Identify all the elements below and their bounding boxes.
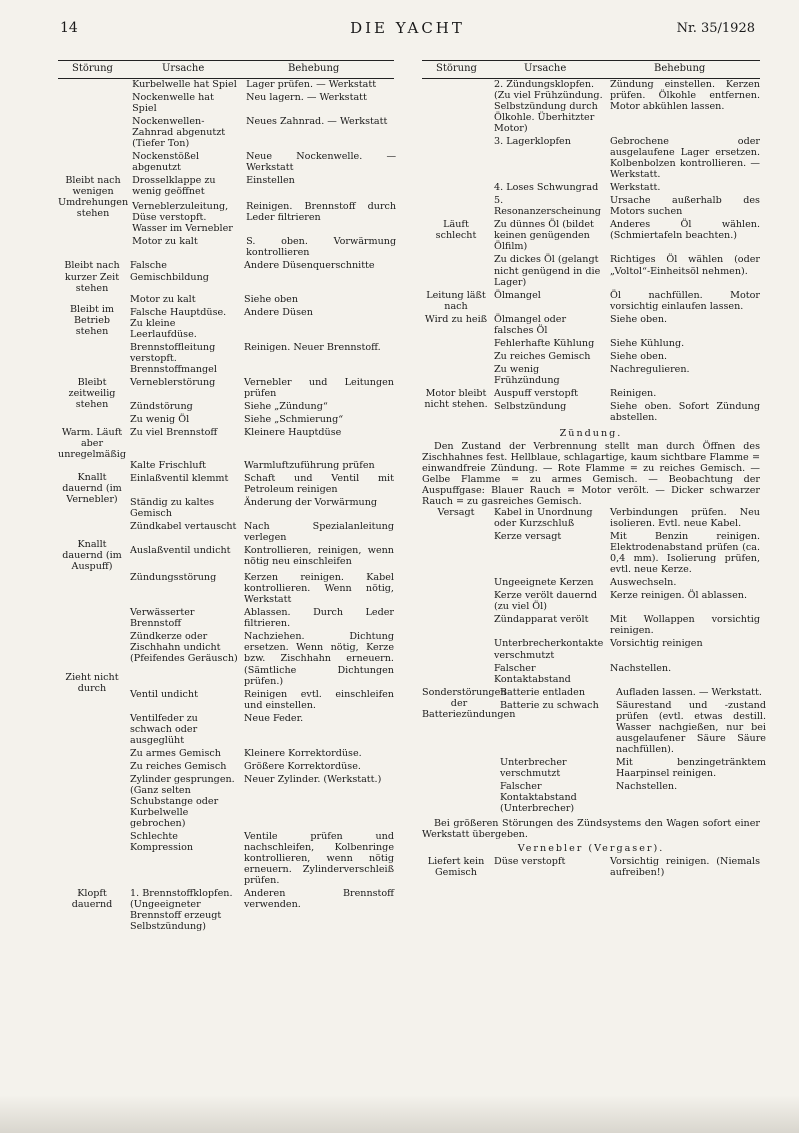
- symptom-cell: Motor bleibt nicht stehen.: [424, 387, 488, 410]
- cause-cell: Ölmangel: [494, 289, 541, 301]
- remedy-cell: Andere Düsenquerschnitte: [244, 260, 375, 272]
- remedy-cell: Verbindungen prüfen. Neu isolieren. Evtl. neue Kabel.: [610, 507, 760, 530]
- cause-cell: Zu viel Brennstoff: [130, 426, 218, 438]
- entries: [492, 219, 760, 289]
- table-row: [58, 377, 394, 427]
- table-row: [422, 856, 760, 880]
- remedy-cell: Lager prüfen. — Werkstatt: [246, 79, 377, 90]
- entry-row: [492, 590, 760, 612]
- symptom-cell: Leitung läßt nach: [426, 289, 486, 312]
- cause-cell: Falsche Hauptdüse. Zu kleine Leerlaufdüse.: [130, 306, 227, 340]
- remedy-cell: Richtiges Öl wählen (oder „Voltol“-Einheitsöl nehmen).: [610, 254, 760, 277]
- cause-cell: Ölmangel oder falsches Öl: [494, 313, 567, 336]
- remedy-cell: Neues Zahnrad. — Werkstatt: [246, 116, 388, 128]
- entry-row: [492, 338, 760, 349]
- entries: [130, 79, 396, 260]
- entry-row: [130, 116, 396, 149]
- remedy-cell: Reinigen. Neuer Brennstoff.: [244, 341, 381, 353]
- vernebler-table-body: [422, 856, 760, 880]
- cause-cell: Zündkerze oder Zischhahn undicht (Pfeifendes Geräusch): [130, 631, 238, 665]
- cause-cell: Motor zu kalt: [132, 236, 198, 248]
- cause-cell: Zylinder gesprungen. (Ganz selten Schubstange oder Kurbelwelle gebrochen): [130, 773, 235, 829]
- entry-row: [128, 473, 394, 495]
- header-ursache: Ursache: [524, 63, 567, 74]
- remedy-cell: Gebrochene oder ausgelaufene Lager ersetzen. Kolbenbolzen kontrollieren. — Werkstatt.: [610, 136, 760, 181]
- entries: [128, 294, 394, 377]
- remedy-cell: Nach Spezialanleitung verlegen: [244, 521, 394, 544]
- remedy-cell: Mit Wollappen vorsichtig reinigen.: [610, 614, 760, 637]
- entries: [128, 521, 394, 572]
- entry-row: [128, 774, 394, 829]
- cause-cell: Verneblerstörung: [130, 376, 216, 388]
- entry-row: [130, 236, 396, 258]
- cause-cell: Verwässerter Brennstoff: [130, 607, 195, 630]
- cause-cell: Kurbelwelle hat Spiel: [132, 79, 237, 90]
- symptom-cell: Warm. Läuft aber unregelmäßig: [58, 426, 126, 460]
- cause-cell: Nockenwellen-Zahnrad abgenutzt (Tiefer Ton): [132, 116, 226, 150]
- entry-row: [492, 364, 760, 386]
- entry-row: [128, 607, 394, 629]
- symptom-cell: Sonderstörungen der Batteriezündungen: [422, 686, 516, 720]
- symptom-cell: Versagt: [437, 507, 475, 519]
- entry-row: [128, 260, 394, 282]
- entry-row: [128, 460, 394, 471]
- cause-cell: 5. Resonanzerscheinung: [494, 195, 601, 218]
- entry-row: [492, 663, 760, 685]
- cause-cell: Schlechte Kompression: [130, 830, 194, 853]
- cause-cell: Nockenstößel abgenutzt: [132, 151, 200, 174]
- entries: [498, 687, 766, 816]
- entry-row: [492, 254, 760, 287]
- cause-cell: Falsche Gemischbildung: [130, 260, 209, 283]
- remedy-cell: Größere Korrektordüse.: [244, 760, 361, 772]
- entry-row: [128, 414, 394, 425]
- entry-row: [492, 195, 760, 217]
- header-stoerung: Störung: [436, 63, 477, 74]
- cause-cell: Ungeeignete Kerzen: [494, 577, 594, 589]
- cause-cell: Drosselklappe zu wenig geöffnet: [132, 175, 216, 198]
- cause-cell: Unterbrecherkontakte verschmutzt: [494, 638, 604, 661]
- cause-cell: Kabel in Unordnung oder Kurzschluß: [494, 507, 593, 530]
- entries: [128, 260, 394, 293]
- entries: [492, 507, 760, 686]
- entry-row: [128, 888, 394, 932]
- symptom-cell: Zieht nicht durch: [65, 672, 119, 695]
- cause-cell: Einlaßventil klemmt: [130, 473, 229, 485]
- cause-cell: Nockenwelle hat Spiel: [132, 92, 214, 115]
- page-header: [60, 18, 755, 42]
- zuendung-intro: Den Zustand der Verbrennung stellt man durch Öffnen des Zischhahnes fest. Hellblaue, schlagartige, kaum sichtbare Flamme = einwandfreie Zündung. — Rote Flamme = zu reiches Gemisch. — Gelbe Flamme = zu armes Gemisch. — Beobachtung der Auspuffgase: Blauer Rauch = Motor verölt. — Dicker schwarzer Rauch = zu gasreiches Gemisch.: [422, 440, 760, 508]
- entry-row: [128, 545, 394, 567]
- entry-row: [130, 201, 396, 234]
- entry-row: [128, 831, 394, 886]
- remedy-cell: Vorsichtig reinigen: [610, 638, 703, 650]
- entry-row: [492, 136, 760, 180]
- remedy-cell: Siehe oben: [244, 293, 298, 305]
- cause-cell: Ständig zu kaltes Gemisch: [130, 497, 215, 520]
- entry-row: [492, 219, 760, 252]
- entry-row: [492, 388, 760, 399]
- entry-row: [128, 401, 394, 412]
- cause-cell: 3. Lagerklopfen: [494, 136, 571, 148]
- cause-cell: Zu armes Gemisch: [130, 747, 221, 759]
- remedy-cell: Siehe oben.: [610, 350, 668, 362]
- entries: [492, 79, 760, 219]
- symptom-cell: Knallt dauernd (im Auspuff): [62, 539, 122, 573]
- cause-cell: Düse verstopft: [494, 856, 566, 868]
- remedy-cell: Mit Benzin reinigen. Elektrodenabstand prüfen (ca. 0,4 mm). Isolierung prüfen, evtl. neue Kerze.: [610, 531, 760, 576]
- remedy-cell: Siehe „Zündung“: [244, 400, 328, 412]
- symptom-cell: Klopft dauernd: [71, 888, 113, 911]
- issue-number: Nr. 35/1928: [676, 21, 755, 36]
- entry-row: [498, 757, 766, 779]
- cause-cell: Zu reiches Gemisch: [130, 760, 227, 772]
- page-bottom-edge: [0, 1095, 799, 1133]
- remedy-cell: Neuer Zylinder. (Werkstatt.): [244, 773, 382, 785]
- remedy-cell: Werkstatt.: [610, 182, 661, 194]
- entry-row: [130, 151, 396, 173]
- entry-row: [128, 307, 394, 340]
- entries: [492, 290, 760, 314]
- entry-row: [128, 631, 394, 686]
- entry-row: [492, 531, 760, 575]
- remedy-cell: Vernebler und Leitungen prüfen: [244, 376, 394, 399]
- symptom-cell: Läuft schlecht: [435, 219, 477, 242]
- zuendung-table-body: [422, 507, 766, 816]
- entry-row: [492, 856, 760, 878]
- remedy-cell: Reinigen. Brennstoff durch Leder filtrieren: [246, 201, 397, 224]
- left-column: [58, 60, 397, 934]
- table-row: [422, 219, 760, 289]
- table-row: [422, 507, 760, 686]
- cause-cell: Auslaßventil undicht: [130, 545, 231, 557]
- entry-row: [128, 713, 394, 746]
- entry-row: [128, 427, 394, 438]
- cause-cell: Zu dickes Öl (gelangt nicht genügend in die Lager): [494, 254, 601, 288]
- cause-cell: Falscher Kontaktabstand: [494, 662, 571, 685]
- remedy-cell: Öl nachfüllen. Motor vorsichtig einlaufen lassen.: [610, 289, 760, 312]
- table-row: [422, 686, 766, 816]
- remedy-cell: Reinigen.: [610, 387, 657, 399]
- remedy-cell: Änderung der Vorwärmung: [244, 497, 378, 509]
- entries: [128, 460, 394, 521]
- table-row: [58, 427, 394, 460]
- table-row: [58, 79, 397, 260]
- symptom-cell: Knallt dauernd (im Vernebler): [62, 472, 122, 506]
- cause-cell: Batterie zu schwach: [500, 699, 599, 711]
- page-number: 14: [60, 20, 78, 36]
- remedy-cell: Siehe oben. Sofort Zündung abstellen.: [610, 400, 760, 423]
- cause-cell: 4. Loses Schwungrad: [494, 182, 599, 194]
- table-row: [422, 314, 760, 388]
- table-row: [58, 260, 394, 293]
- entry-row: [492, 314, 760, 336]
- remedy-cell: Kleinere Hauptdüse: [244, 426, 342, 438]
- symptom-cell: Bleibt nach wenigen Umdrehungen stehen: [58, 175, 129, 220]
- remedy-cell: Nachregulieren.: [610, 363, 690, 375]
- entries: [128, 572, 394, 888]
- remedy-cell: Reinigen evtl. einschleifen und einstellen.: [244, 688, 394, 711]
- entries: [492, 856, 760, 880]
- remedy-cell: Ventile prüfen und nachschleifen, Kolbenringe kontrollieren, wenn nötig erneuern. Zylinderverschleiß prüfen.: [244, 830, 394, 887]
- section-title-zuendung: Zündung.: [559, 427, 623, 439]
- entry-row: [498, 781, 766, 814]
- remedy-cell: Kontrollieren, reinigen, wenn nötig neu einschleifen: [244, 545, 394, 568]
- symptom-cell: Liefert kein Gemisch: [427, 856, 485, 879]
- journal-title: DIE YACHT: [350, 19, 465, 37]
- remedy-cell: Säurestand und -zustand prüfen (evtl. etwas destill. Wasser nachgießen, nur bei ausgelaufener Säure Säure nachfüllen).: [616, 699, 766, 755]
- remedy-cell: Auswechseln.: [610, 577, 677, 589]
- remedy-cell: Aufladen lassen. — Werkstatt.: [616, 686, 762, 698]
- table-row: [58, 521, 394, 572]
- remedy-cell: Vorsichtig reinigen. (Niemals aufreiben!): [610, 856, 760, 879]
- entry-row: [498, 687, 766, 698]
- remedy-cell: Siehe oben.: [610, 313, 668, 325]
- remedy-cell: Ursache außerhalb des Motors suchen: [610, 195, 760, 218]
- entry-row: [130, 92, 396, 114]
- entry-row: [128, 521, 394, 543]
- cause-cell: Fehlerhafte Kühlung: [494, 337, 595, 349]
- cause-cell: Kalte Frischluft: [130, 460, 206, 471]
- right-table-body: [422, 79, 760, 425]
- entry-row: [128, 748, 394, 759]
- symptom-cell: Bleibt nach kurzer Zeit stehen: [64, 260, 120, 294]
- remedy-cell: Kleinere Korrektordüse.: [244, 747, 362, 759]
- table-header: [58, 60, 394, 79]
- entries: [492, 388, 760, 425]
- remedy-cell: Ablassen. Durch Leder filtrieren.: [244, 607, 394, 630]
- left-table-body: [58, 79, 397, 934]
- cause-cell: Falscher Kontaktabstand (Unterbrecher): [500, 780, 577, 814]
- cause-cell: Motor zu kalt: [130, 293, 196, 305]
- table-row: [58, 460, 394, 521]
- table-row: [422, 79, 760, 219]
- remedy-cell: Nachstellen.: [616, 780, 678, 792]
- entries: [128, 427, 394, 460]
- entry-row: [130, 175, 396, 197]
- header-ursache: Ursache: [162, 63, 205, 74]
- table-row: [58, 888, 394, 934]
- cause-cell: Zu wenig Öl: [130, 413, 190, 425]
- entry-row: [492, 79, 760, 134]
- remedy-cell: Andere Düsen: [244, 306, 313, 318]
- cause-cell: Brennstoffleitung verstopft. Brennstoffmangel: [130, 341, 217, 375]
- entries: [128, 888, 394, 934]
- cause-cell: 1. Brennstoffklopfen. (Ungeeigneter Brennstoff erzeugt Selbstzündung): [130, 888, 233, 933]
- entry-row: [492, 182, 760, 193]
- entry-row: [492, 507, 760, 529]
- remedy-cell: Neue Nockenwelle. — Werkstatt: [246, 151, 397, 174]
- cause-cell: Zu dünnes Öl (bildet keinen genügenden Ölfilm): [494, 219, 594, 253]
- header-stoerung: Störung: [72, 63, 113, 74]
- remedy-cell: Kerze reinigen. Öl ablassen.: [610, 590, 748, 602]
- cause-cell: Kerze verölt dauernd (zu viel Öl): [494, 590, 598, 613]
- entry-row: [128, 377, 394, 399]
- entry-row: [128, 689, 394, 711]
- table-header: [422, 60, 760, 79]
- table-row: [422, 290, 760, 314]
- table-row: [422, 388, 760, 425]
- cause-cell: Ventil undicht: [130, 688, 198, 700]
- header-behebung: Behebung: [288, 63, 340, 74]
- remedy-cell: Zündung einstellen. Kerzen prüfen. Ölkohle entfernen. Motor abkühlen lassen.: [610, 79, 760, 113]
- cause-cell: Zündstörung: [130, 400, 193, 412]
- entry-row: [128, 294, 394, 305]
- remedy-cell: Warmluftzuführung prüfen: [244, 460, 375, 471]
- remedy-cell: Mit benzingetränktem Haarpinsel reinigen.: [616, 756, 766, 779]
- entry-row: [492, 577, 760, 588]
- remedy-cell: Neue Feder.: [244, 712, 304, 724]
- entry-row: [128, 761, 394, 772]
- remedy-cell: Siehe „Schmierung“: [244, 413, 344, 425]
- remedy-cell: Nachziehen. Dichtung ersetzen. Wenn nötig, Kerze bzw. Zischhahn erneuern. (Sämtliche Dichtungen prüfen.): [244, 631, 394, 687]
- remedy-cell: Siehe Kühlung.: [610, 337, 685, 349]
- remedy-cell: Schaft und Ventil mit Petroleum reinigen: [244, 473, 394, 496]
- entries: [128, 377, 394, 427]
- cause-cell: Zündungsstörung: [130, 572, 217, 584]
- cause-cell: Verneblerzuleitung, Düse verstopft. Wasser im Vernebler: [132, 201, 233, 235]
- cause-cell: Zu reiches Gemisch: [494, 350, 591, 362]
- symptom-cell: Bleibt zeitweilig stehen: [68, 376, 116, 410]
- cause-cell: Unterbrecher verschmutzt: [500, 756, 567, 779]
- entry-row: [492, 290, 760, 312]
- cause-cell: 2. Zündungsklopfen. (Zu viel Frühzündung. Selbstzündung durch Ölkohle. Überhitzter Motor): [494, 79, 603, 135]
- entry-row: [128, 497, 394, 519]
- table-row: [58, 572, 394, 888]
- symptom-cell: Wird zu heiß: [424, 313, 488, 325]
- remedy-cell: S. oben. Vorwärmung kontrollieren: [246, 236, 397, 259]
- cause-cell: Batterie entladen: [500, 686, 586, 698]
- remedy-cell: Nachstellen.: [610, 662, 672, 674]
- entries: [492, 314, 760, 388]
- cause-cell: Kerze versagt: [494, 531, 562, 543]
- cause-cell: Selbstzündung: [494, 400, 567, 412]
- cause-cell: Zündkabel vertauscht: [130, 521, 237, 533]
- cause-cell: Ventilfeder zu schwach oder ausgeglüht: [130, 712, 198, 746]
- cause-cell: Zündapparat verölt: [494, 614, 589, 626]
- remedy-cell: Anderen Brennstoff verwenden.: [244, 888, 394, 911]
- entry-row: [492, 638, 760, 660]
- entry-row: [492, 614, 760, 636]
- remedy-cell: Kerzen reinigen. Kabel kontrollieren. Wenn nötig, Werkstatt: [244, 572, 394, 606]
- entry-row: [128, 572, 394, 605]
- right-column: [422, 60, 766, 880]
- entry-row: [492, 351, 760, 362]
- section-title-vernebler: Vernebler (Vergaser).: [517, 843, 665, 854]
- zuendung-note: Bei größeren Störungen des Zündsystems den Wagen sofort einer Werkstatt übergeben.: [422, 817, 760, 840]
- table-row: [58, 294, 394, 377]
- entry-row: [498, 700, 766, 755]
- entry-row: [492, 401, 760, 423]
- header-behebung: Behebung: [654, 63, 706, 74]
- entry-row: [128, 342, 394, 375]
- remedy-cell: Einstellen: [246, 175, 295, 187]
- symptom-cell: [422, 79, 492, 219]
- cause-cell: Auspuff verstopft: [494, 387, 579, 399]
- cause-cell: Zu wenig Frühzündung: [494, 363, 560, 386]
- entry-row: [130, 79, 396, 90]
- symptom-cell: Bleibt im Betrieb stehen: [69, 303, 115, 337]
- remedy-cell: Anderes Öl wählen. (Schmiertafeln beachten.): [610, 219, 760, 242]
- remedy-cell: Neu lagern. — Werkstatt: [246, 92, 367, 104]
